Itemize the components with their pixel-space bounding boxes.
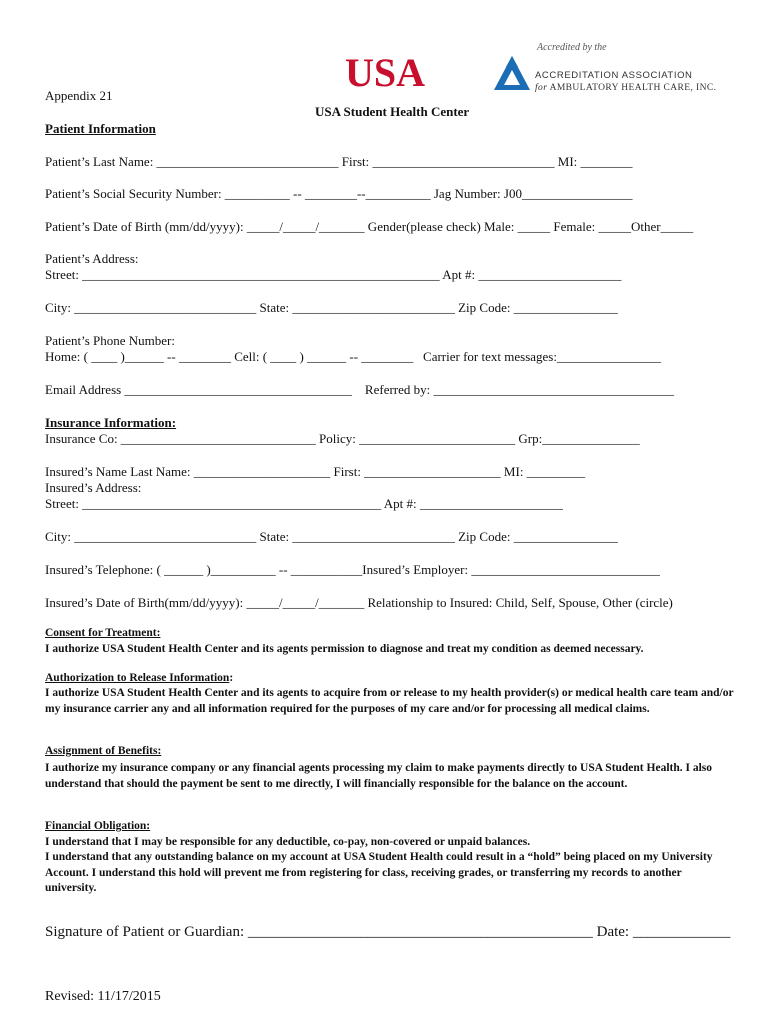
release-text: I authorize USA Student Health Center and its agents to acquire from or release to my health provider(s) or medical health care team and/or my insurance carrier any and all information required for the purposes of my care and/or for processing all medical claims. bbox=[45, 687, 734, 715]
usa-logo bbox=[344, 50, 426, 95]
insured-street-line[interactable]: Street: ______________________________________________ Apt #: ______________________ bbox=[45, 496, 563, 511]
usa-logo-text: USA bbox=[344, 50, 426, 95]
patient-email-line[interactable]: Email Address ___________________________________ Referred by: _____________________________________ bbox=[45, 382, 675, 397]
financial-text-1: I understand that I may be responsible for any deductible, co-pay, non-covered or unpaid balances. bbox=[45, 836, 531, 848]
patient-city-line[interactable]: City: ____________________________ State: _________________________ Zip Code: ________________ bbox=[45, 300, 618, 315]
page-title: USA Student Health Center bbox=[315, 104, 470, 119]
insured-phone-employer-line[interactable]: Insured’s Telephone: ( ______ )__________ -- ___________Insured’s Employer: _____________________________ bbox=[45, 562, 660, 577]
insured-city-line[interactable]: City: ____________________________ State: _________________________ Zip Code: ________________ bbox=[45, 529, 618, 544]
accreditation-name-line1: ACCREDITATION ASSOCIATION bbox=[535, 70, 693, 81]
accredited-by-text: Accredited by the bbox=[537, 42, 607, 53]
patient-dob-gender-line[interactable]: Patient’s Date of Birth (mm/dd/yyyy): _____/_____/_______ Gender(please check) Male: _____ Female: _____Other_____ bbox=[45, 219, 694, 234]
insurance-info-heading: Insurance Information: bbox=[45, 415, 177, 430]
patient-ssn-line[interactable]: Patient’s Social Security Number: __________ -- ________--__________ Jag Number: J00_________________ bbox=[45, 186, 633, 201]
insurance-company-line[interactable]: Insurance Co: ______________________________ Policy: ________________________ Grp:_______________ bbox=[45, 431, 640, 446]
signature-date-line[interactable]: Signature of Patient or Guardian: ______________________________________________ Date: _____________ bbox=[45, 924, 731, 940]
insured-address-label: Insured’s Address: bbox=[45, 480, 142, 495]
patient-phone-line[interactable]: Home: ( ____ )______ -- ________ Cell: ( ____ ) ______ -- ________ Carrier for text messages:________________ bbox=[45, 349, 661, 364]
patient-phone-label: Patient’s Phone Number: bbox=[45, 333, 175, 348]
patient-address-label: Patient’s Address: bbox=[45, 251, 139, 266]
appendix-label: Appendix 21 bbox=[45, 88, 113, 103]
insured-dob-relationship-line[interactable]: Insured’s Date of Birth(mm/dd/yyyy): _____/_____/_______ Relationship to Insured: Child, Self, Spouse, Other (circle) bbox=[45, 595, 673, 610]
aaahc-logo bbox=[492, 40, 732, 100]
release-heading: Authorization to Release Information: bbox=[45, 672, 234, 684]
patient-street-line[interactable]: Street: _______________________________________________________ Apt #: ______________________ bbox=[45, 267, 622, 282]
financial-heading: Financial Obligation: bbox=[45, 820, 151, 832]
benefits-text: I authorize my insurance company or any financial agents processing my claim to make payments directly to USA Student Health. I also understand that should the payment be sent to me directly, I will financially responsible for the balance on the account. bbox=[45, 762, 713, 790]
consent-text: I authorize USA Student Health Center and its agents permission to diagnose and treat my condition as deemed necessary. bbox=[45, 643, 644, 655]
patient-info-heading: Patient Information bbox=[45, 121, 156, 136]
revised-date: Revised: 11/17/2015 bbox=[45, 989, 161, 1004]
consent-heading: Consent for Treatment: bbox=[45, 627, 161, 639]
financial-text-2: I understand that any outstanding balance on my account at USA Student Health could result in a “hold” being placed on my University Account. I understand this hold will prevent me from registering for class, receiving grades, or transferring my records to another university. bbox=[45, 851, 713, 894]
aaahc-triangle-icon bbox=[492, 54, 532, 94]
benefits-heading: Assignment of Benefits: bbox=[45, 745, 162, 757]
patient-name-line[interactable]: Patient’s Last Name: ____________________________ First: ____________________________ MI: ________ bbox=[45, 154, 633, 169]
accreditation-name-line2: for AMBULATORY HEALTH CARE, INC. bbox=[535, 83, 717, 93]
insured-name-line[interactable]: Insured’s Name Last Name: _____________________ First: _____________________ MI: _________ bbox=[45, 464, 586, 479]
